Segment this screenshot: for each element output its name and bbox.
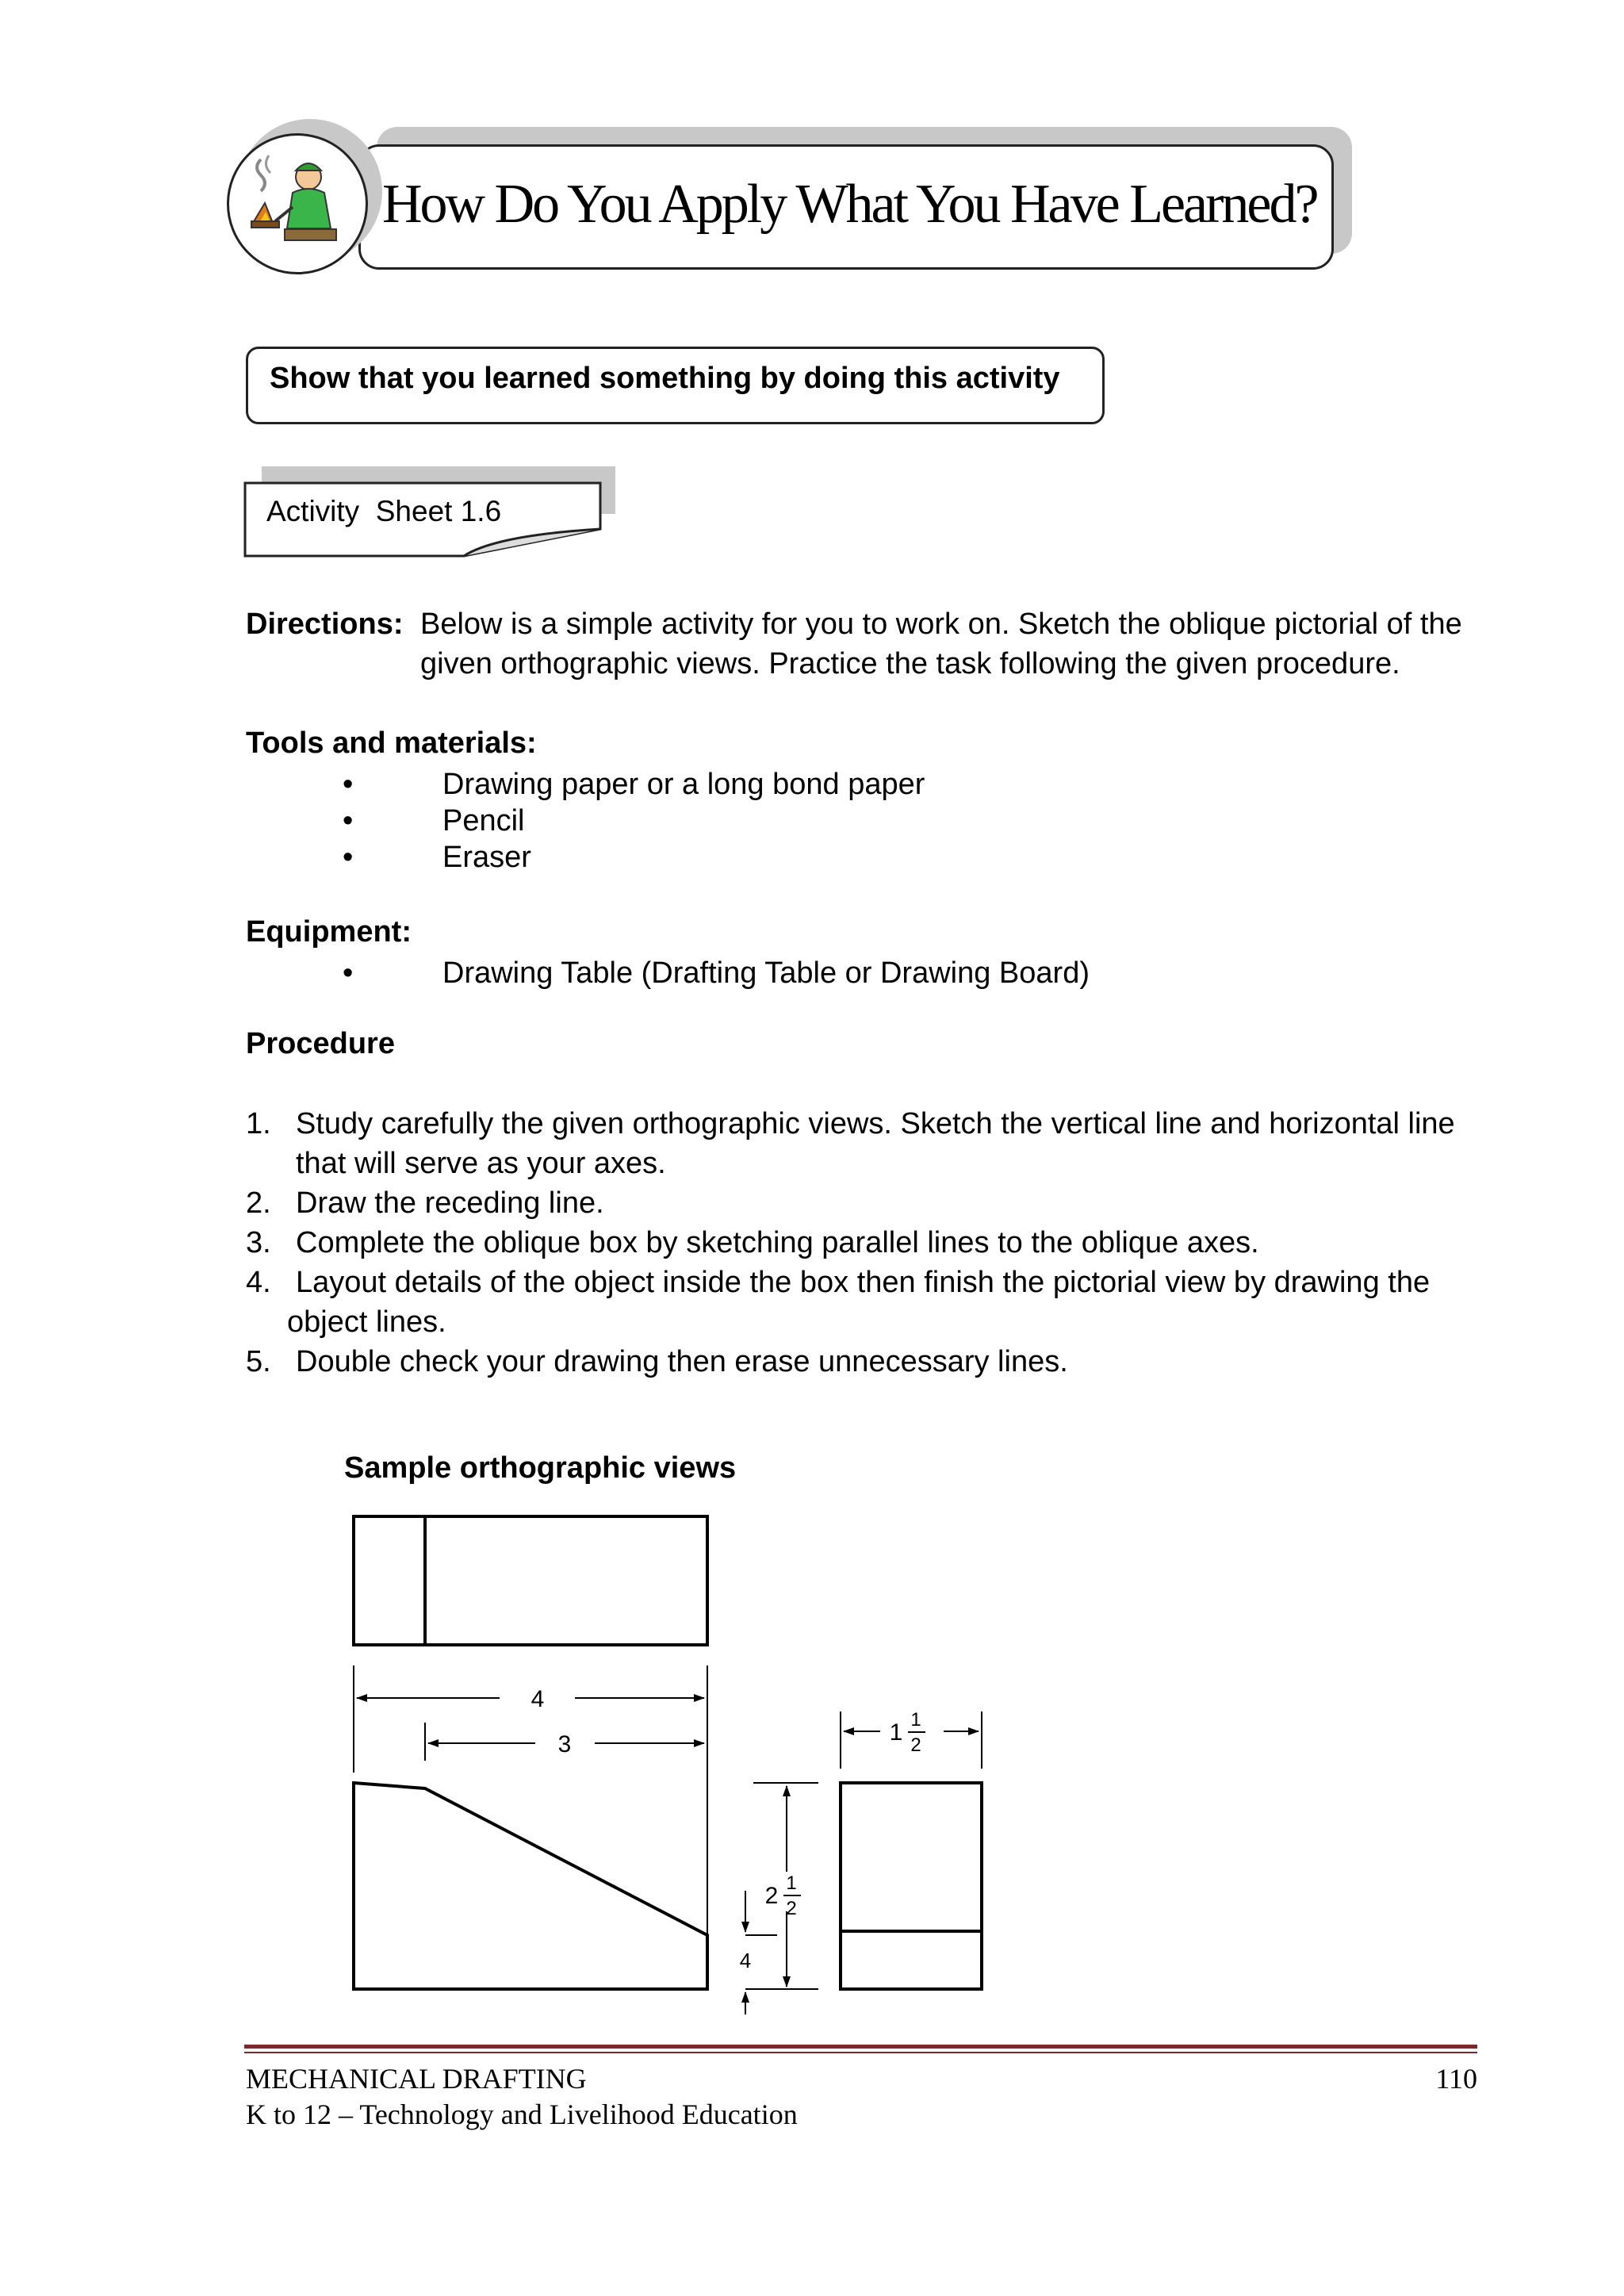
dimension-label: 2 bbox=[910, 1734, 921, 1756]
directions-line-2: given orthographic views. Practice the task following the given procedure. bbox=[420, 647, 1400, 680]
instruction-text: Show that you learned something by doing this activity bbox=[270, 362, 1060, 395]
bullet-icon: • bbox=[343, 768, 354, 801]
tools-item: Eraser bbox=[442, 841, 531, 874]
sample-heading: Sample orthographic views bbox=[344, 1451, 737, 1485]
dimension-height bbox=[745, 1783, 818, 2014]
dimension-label: 2 bbox=[786, 1898, 797, 1919]
step-text: Draw the receding line. bbox=[296, 1186, 604, 1220]
bullet-icon: • bbox=[343, 804, 354, 838]
dimension-label: 3 bbox=[557, 1731, 572, 1757]
step-text: object lines. bbox=[287, 1305, 446, 1339]
top-view bbox=[354, 1516, 707, 1645]
step-text: Complete the oblique box by sketching parallel lines to the oblique axes. bbox=[296, 1226, 1259, 1259]
directions-label: Directions: bbox=[246, 608, 404, 641]
bullet-icon: • bbox=[343, 841, 354, 874]
mascot-circle bbox=[227, 133, 368, 274]
step-text: Double check your drawing then erase unnecessary lines. bbox=[296, 1345, 1068, 1378]
tools-item: Pencil bbox=[442, 804, 525, 838]
dimension-label: 1 bbox=[786, 1872, 797, 1894]
mascot-camper-icon bbox=[229, 136, 366, 272]
directions-line-1: Below is a simple activity for you to work on. Sketch the oblique pictorial of the bbox=[420, 608, 1462, 641]
equipment-item: Drawing Table (Drafting Table or Drawing Board) bbox=[442, 956, 1090, 990]
dimension-label: 2 bbox=[764, 1883, 779, 1909]
footer-subject: MECHANICAL DRAFTING bbox=[246, 2063, 587, 2095]
tools-heading: Tools and materials: bbox=[246, 726, 537, 760]
front-view bbox=[354, 1783, 707, 1989]
step-number: 2. bbox=[246, 1186, 271, 1220]
step-number: 1. bbox=[246, 1107, 271, 1140]
orthographic-views-drawing bbox=[333, 1499, 1063, 2022]
step-number: 5. bbox=[246, 1345, 271, 1378]
dimension-label: 4 bbox=[739, 1949, 752, 1972]
dimension-label: 1 bbox=[910, 1709, 921, 1731]
footer-course: K to 12 – Technology and Livelihood Education bbox=[246, 2099, 798, 2130]
footer-rule bbox=[244, 2052, 1477, 2053]
bullet-icon: • bbox=[343, 956, 354, 990]
side-view bbox=[841, 1783, 982, 1989]
dimension-label: 4 bbox=[530, 1686, 545, 1712]
step-number: 4. bbox=[246, 1266, 271, 1299]
step-text: Layout details of the object inside the box then finish the pictorial view by drawing the bbox=[296, 1266, 1431, 1299]
procedure-heading: Procedure bbox=[246, 1027, 395, 1060]
equipment-heading: Equipment: bbox=[246, 915, 412, 949]
step-number: 3. bbox=[246, 1226, 271, 1259]
step-text: that will serve as your axes. bbox=[296, 1147, 666, 1180]
tools-item: Drawing paper or a long bond paper bbox=[442, 768, 925, 801]
activity-tab-label: Activity Sheet 1.6 bbox=[266, 495, 502, 527]
step-text: Study carefully the given orthographic views. Sketch the vertical line and horizontal line bbox=[296, 1107, 1455, 1140]
footer-rule bbox=[244, 2045, 1477, 2049]
page-number: 110 bbox=[1435, 2063, 1477, 2095]
page-title: How Do You Apply What You Have Learned? bbox=[382, 174, 1317, 235]
dimension-label: 1 bbox=[889, 1719, 903, 1746]
